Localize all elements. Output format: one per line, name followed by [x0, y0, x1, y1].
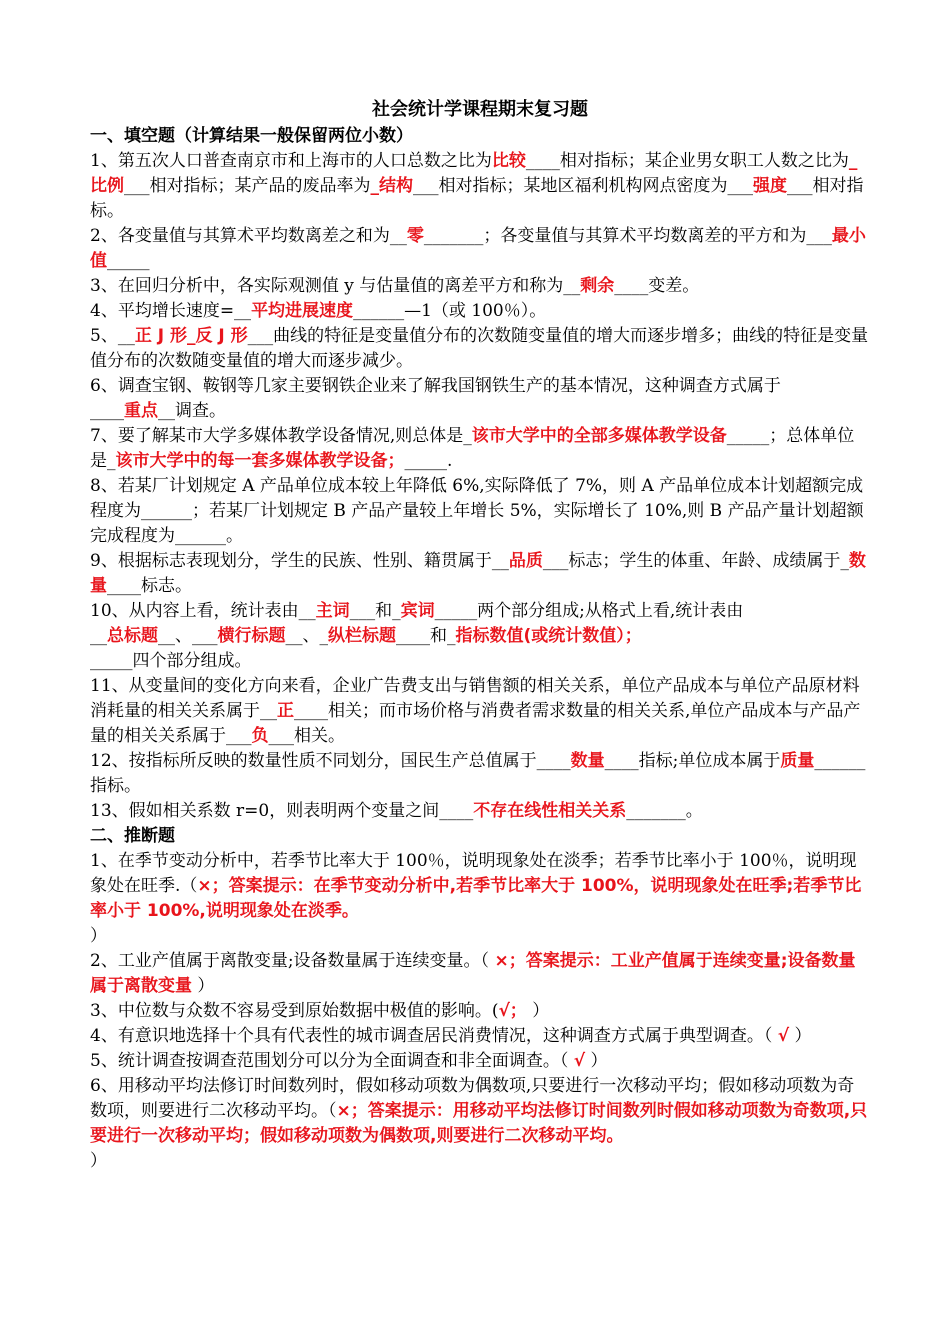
question-text: ） [789, 1026, 812, 1046]
question-text: _____；总体单位是_ [90, 426, 855, 471]
question-text: _____两个部分组成;从格式上看,统计表由 [434, 601, 744, 621]
question-text: 1、在季节变动分析中，若季节比率大于 100％，说明现象处在淡季；若季节比率小于 100％，说明现象处在旺季.（ [90, 851, 857, 896]
fill-question [90, 624, 870, 649]
fill-question [90, 674, 870, 749]
answer-text: 总标题 [107, 626, 158, 646]
question-text: 12、按指标所反映的数量性质不同划分，国民生产总值属于____ [90, 751, 571, 771]
question-text: 7、要了解某市大学多媒体教学设备情况,则总体是_ [90, 426, 472, 446]
question-text: ______—1（或 100％）。 [353, 301, 547, 321]
question-text: ____和_ [396, 626, 456, 646]
fill-question [90, 149, 870, 224]
fill-question [90, 599, 870, 624]
question-text: 5、统计调查按调查范围划分可以分为全面调查和非全面调查。（ [90, 1051, 574, 1071]
answer-text: ×；答案提示：在季节变动分析中,若季节比率大于 100%，说明现象处在旺季;若季节比率小于 100%,说明现象处在淡季。 [90, 876, 862, 921]
question-text: 4、平均增长速度=__ [90, 301, 252, 321]
answer-text: 强度 [753, 176, 787, 196]
section-judge-heading: 二、推断题 [90, 826, 175, 846]
question-text: ___标志；学生的体重、年龄、成绩属于_ [542, 551, 849, 571]
question-text: 2、各变量值与其算术平均数离差之和为__ [90, 226, 407, 246]
fill-question [90, 749, 870, 799]
fill-question [90, 424, 870, 474]
question-text: 13、假如相关系数 r=0，则表明两个变量之间____ [90, 801, 474, 821]
fill-question [90, 549, 870, 599]
question-text: 5、__ [90, 326, 135, 346]
answer-text: 纵栏标题 [328, 626, 396, 646]
fill-question [90, 474, 870, 549]
question-text: _____四个部分组成。 [90, 651, 252, 671]
section-fill-heading: 一、填空题（计算结果一般保留两位小数） [90, 126, 413, 146]
answer-text: 平均进展速度 [251, 301, 354, 321]
fill-question-list [90, 149, 870, 824]
answer-text: 正 [277, 701, 294, 721]
answer-text: _结构 [370, 176, 413, 196]
answer-text: 比较 [491, 151, 526, 171]
fill-question [90, 274, 870, 299]
question-text: ___和_ [349, 601, 401, 621]
judge-question [90, 924, 870, 949]
question-text: ___相对指标；某产品的废品率为 [124, 176, 371, 196]
answer-text: √ [573, 1051, 586, 1071]
question-text: _______。 [626, 801, 703, 821]
answer-text: √ [777, 1026, 790, 1046]
question-text: 8、若某厂计划规定 A 产品单位成本较上年降低 6%,实际降低了 7%，则 A 产品单位成本计划超额完成程度为______；若某厂计划规定 B 产品产量较上年增长 5%，实际增长了 10%,则 B 产品产量计划超额完成程度为______。 [90, 476, 864, 546]
answer-text: 主词 [315, 601, 350, 621]
judge-question-list [90, 849, 870, 1174]
question-text: 1、第五次人口普查南京市和上海市的人口总数之比为 [90, 151, 492, 171]
question-text: 9、根据标志表现划分，学生的民族、性别、籍贯属于__ [90, 551, 509, 571]
question-text: 10、从内容上看，统计表由__ [90, 601, 316, 621]
judge-question [90, 1024, 870, 1049]
answer-text: 最小值 [90, 226, 866, 271]
question-text: ___相关。 [268, 726, 345, 746]
fill-question [90, 299, 870, 324]
question-text: ____指标;单位成本属于 [604, 751, 781, 771]
question-text: 4、有意识地选择十个具有代表性的城市调查居民消费情况，这种调查方式属于典型调查。（ [90, 1026, 778, 1046]
question-text: __、___ [158, 626, 218, 646]
document-title: 社会统计学课程期末复习题 [372, 99, 588, 120]
answer-text: 剩余 [580, 276, 615, 296]
judge-question [90, 1049, 870, 1074]
fill-question [90, 799, 870, 824]
question-text: _______；各变量值与其算术平均数离差的平方和为___ [423, 226, 832, 246]
answer-text: 零 [406, 226, 424, 246]
answer-text: 横行标题 [217, 626, 286, 646]
question-text: ____ [90, 401, 124, 421]
answer-text: _比例 [90, 151, 858, 196]
question-text: __调查。 [158, 401, 226, 421]
answer-text: 该市大学中的全部多媒体教学设备 [471, 426, 727, 446]
question-text: 3、中位数与众数不容易受到原始数据中极值的影响。( [90, 1001, 499, 1021]
answer-text: 负 [251, 726, 269, 746]
fill-question [90, 324, 870, 374]
fill-question [90, 374, 870, 399]
question-text: ____相关；而市场价格与消费者需求数量的相关关系,单位产品成本与产品产量的相关关系属于___ [90, 701, 861, 746]
question-text: ______指标。 [90, 751, 866, 796]
answer-text: ×；答案提示：工业产值属于连续变量;设备数量属于离散变量 [90, 951, 856, 996]
answer-text: 数量 [90, 551, 866, 596]
question-text: 11、从变量间的变化方向来看，企业广告费支出与销售额的相关关系，单位产品成本与单位产品原材料消耗量的相关关系属于__ [90, 676, 860, 721]
judge-question [90, 1074, 870, 1149]
question-text: 6、调查宝钢、鞍钢等几家主要钢铁企业来了解我国钢铁生产的基本情况，这种调查方式属于 [90, 376, 781, 396]
answer-text: 宾词 [400, 601, 435, 621]
judge-question [90, 1149, 870, 1174]
question-text: ____相对指标；某企业男女职工人数之比为 [525, 151, 849, 171]
question-text: ） [585, 1051, 608, 1071]
question-text: 2、工业产值属于离散变量;设备数量属于连续变量。（ [90, 951, 495, 971]
judge-question [90, 849, 870, 924]
answer-text: 品质 [508, 551, 543, 571]
answer-text: 重点 [124, 401, 158, 421]
question-text: ____变差。 [614, 276, 700, 296]
question-text: ____标志。 [107, 576, 192, 596]
question-text: ） [90, 926, 107, 946]
answer-text: 质量 [780, 751, 815, 771]
question-text: ） [90, 1151, 107, 1171]
fill-question [90, 224, 870, 274]
fill-question [90, 649, 870, 674]
question-text: 6、用移动平均法修订时间数列时，假如移动项数为偶数项,只要进行一次移动平均；假如移动项数为奇数项，则要进行二次移动平均。（ [90, 1076, 855, 1121]
question-text: _____. [404, 451, 453, 471]
question-text: __、_ [285, 626, 328, 646]
question-text: ___相对指标。 [90, 176, 864, 221]
answer-text: 指标数值(或统计数值）； [455, 626, 642, 646]
judge-question [90, 999, 870, 1024]
question-text: ___曲线的特征是变量值分布的次数随变量值的增大而逐步增多；曲线的特征是变量值分布的次数随变量值的增大而逐步减少。 [90, 326, 869, 371]
question-text: ） [192, 976, 215, 996]
answer-text: 正 J 形_反 J 形 [134, 326, 248, 346]
judge-question [90, 949, 870, 999]
question-text: ） [526, 1001, 550, 1021]
question-text: __ [90, 626, 107, 646]
answer-text: 不存在线性相关关系 [473, 801, 627, 821]
fill-question [90, 399, 870, 424]
question-text: ___相对指标；某地区福利机构网点密度为___ [413, 176, 753, 196]
document-page [90, 96, 870, 1174]
question-text: 3、在回归分析中，各实际观测值 y 与估量值的离差平方和称为__ [90, 276, 581, 296]
answer-text: ×；答案提示：用移动平均法修订时间数列时假如移动项数为奇数项,只要进行一次移动平均；假如移动项数为偶数项,则要进行二次移动平均。 [90, 1101, 868, 1146]
question-text: _____ [107, 251, 150, 271]
answer-text: 该市大学中的每一套多媒体教学设备； [115, 451, 405, 471]
answer-text: √； [498, 1001, 527, 1021]
answer-text: 数量 [570, 751, 605, 771]
